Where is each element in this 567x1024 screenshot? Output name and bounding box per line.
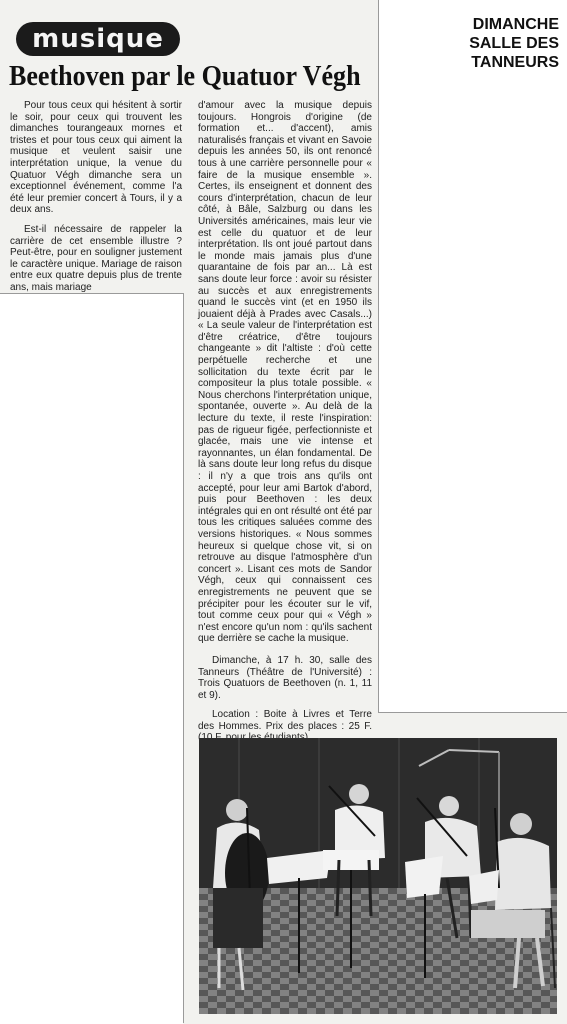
paragraph: Est-il nécessaire de rappeler la carrière de cet ensemble illustre ? Peut-être, pour en souligner justement le caractère unique. Mariage de raison entre eux quatre depuis plus de trente ans, mais mariage [10, 223, 182, 293]
article-headline: Beethoven par le Quatuor Végh [9, 61, 361, 92]
booking-info: Location : Boite à Livres et Terre des Hommes. Prix des places : 25 F. [198, 709, 372, 732]
clipping-edge [378, 0, 379, 713]
clipping-edge [183, 293, 184, 1023]
section-badge: musique [16, 22, 180, 56]
kicker-venue: SALLE DES TANNEURS [469, 35, 559, 71]
article-column-2 [198, 100, 372, 752]
article-column-1 [10, 100, 182, 302]
kicker-day: DIMANCHE [472, 16, 559, 33]
paragraph: d'amour avec la musique depuis toujours. Hongrois d'origine (de formation et... d'accent), amis naturalisés français et vivant en Savoie depuis les années 50, ils ont renoncé tous à une carrière personnelle pour « faire de la musique ensemble ». Certes, ils enseignent et donnent des cours d'interprétation, chacun de leur côté, à Bâle, Salzburg ou dans les Universités américaines, mais leur vie est celle du quatuor et de leur interprétation. Ils ont joué partout dans le monde mais jamais plus d'une quarantaine de fois par an... Là est sans doute leur force : avoir su résister au succès et aux enregistrements quand le succès vint (et en 1950 ils jouaient déjà à Prades avec Casals...) « La seule valeur de l'interprétation est d'être créatrice, d'être toujours changeante » dit l'altiste : d'où cette perpétuelle recherche et une sollicitation du texte écrit par le compositeur la plus totale possible. « Nous cherchons l'interprétation unique, spontanée, ouverte ». Au delà de la lecture du texte, il reste l'inspiration: pas de rigueur figée, perfectionniste et glacée, mais une vie intense et rayonnantes, un élan fondamental. De là sans doute leur long refus du disque : il n'y a que trois ans qu'ils ont accepté, pour leur ami Bartok d'abord, puis pour Beethoven : les deux intégrales qui en ont résulté ont été par tous les critiques saluées comme des versions historiques. « Nous sommes heureux si quelque chose vit, si on retrouve au disque l'atmosphère d'un concert ». Lisant ces mots de Sandor Végh, ceux qui connaissent ces enregistrements ne peuvent que se précipiter pour les écouter sur le vif, tout comme ceux pour qui « Végh » n'est encore qu'un nom : qu'ils sachent que derrière se cache la musique. [198, 100, 372, 645]
quartet-photo-image [199, 738, 557, 1014]
concert-info: Dimanche, à 17 h. 30, salle des Tanneurs (Théâtre de l'Université) : Trois Quatuors de Beethoven (n. 1, 11 et 9). [198, 654, 372, 701]
event-kicker [379, 15, 559, 72]
paragraph: Pour tous ceux qui hésitent à sortir le soir, pour ceux qui trouvent les dimanches tourangeaux mornes et tristes et pour tous ceux qui aiment la musique et veulent saisir une interprétation unique, la venue du Quatuor Végh dimanche sera un exceptionnel événement, comme l'a été leur premier concert à Tours, il y a deux ans. [10, 100, 182, 216]
clipping-edge [378, 712, 567, 713]
quartet-photo [199, 738, 557, 1014]
